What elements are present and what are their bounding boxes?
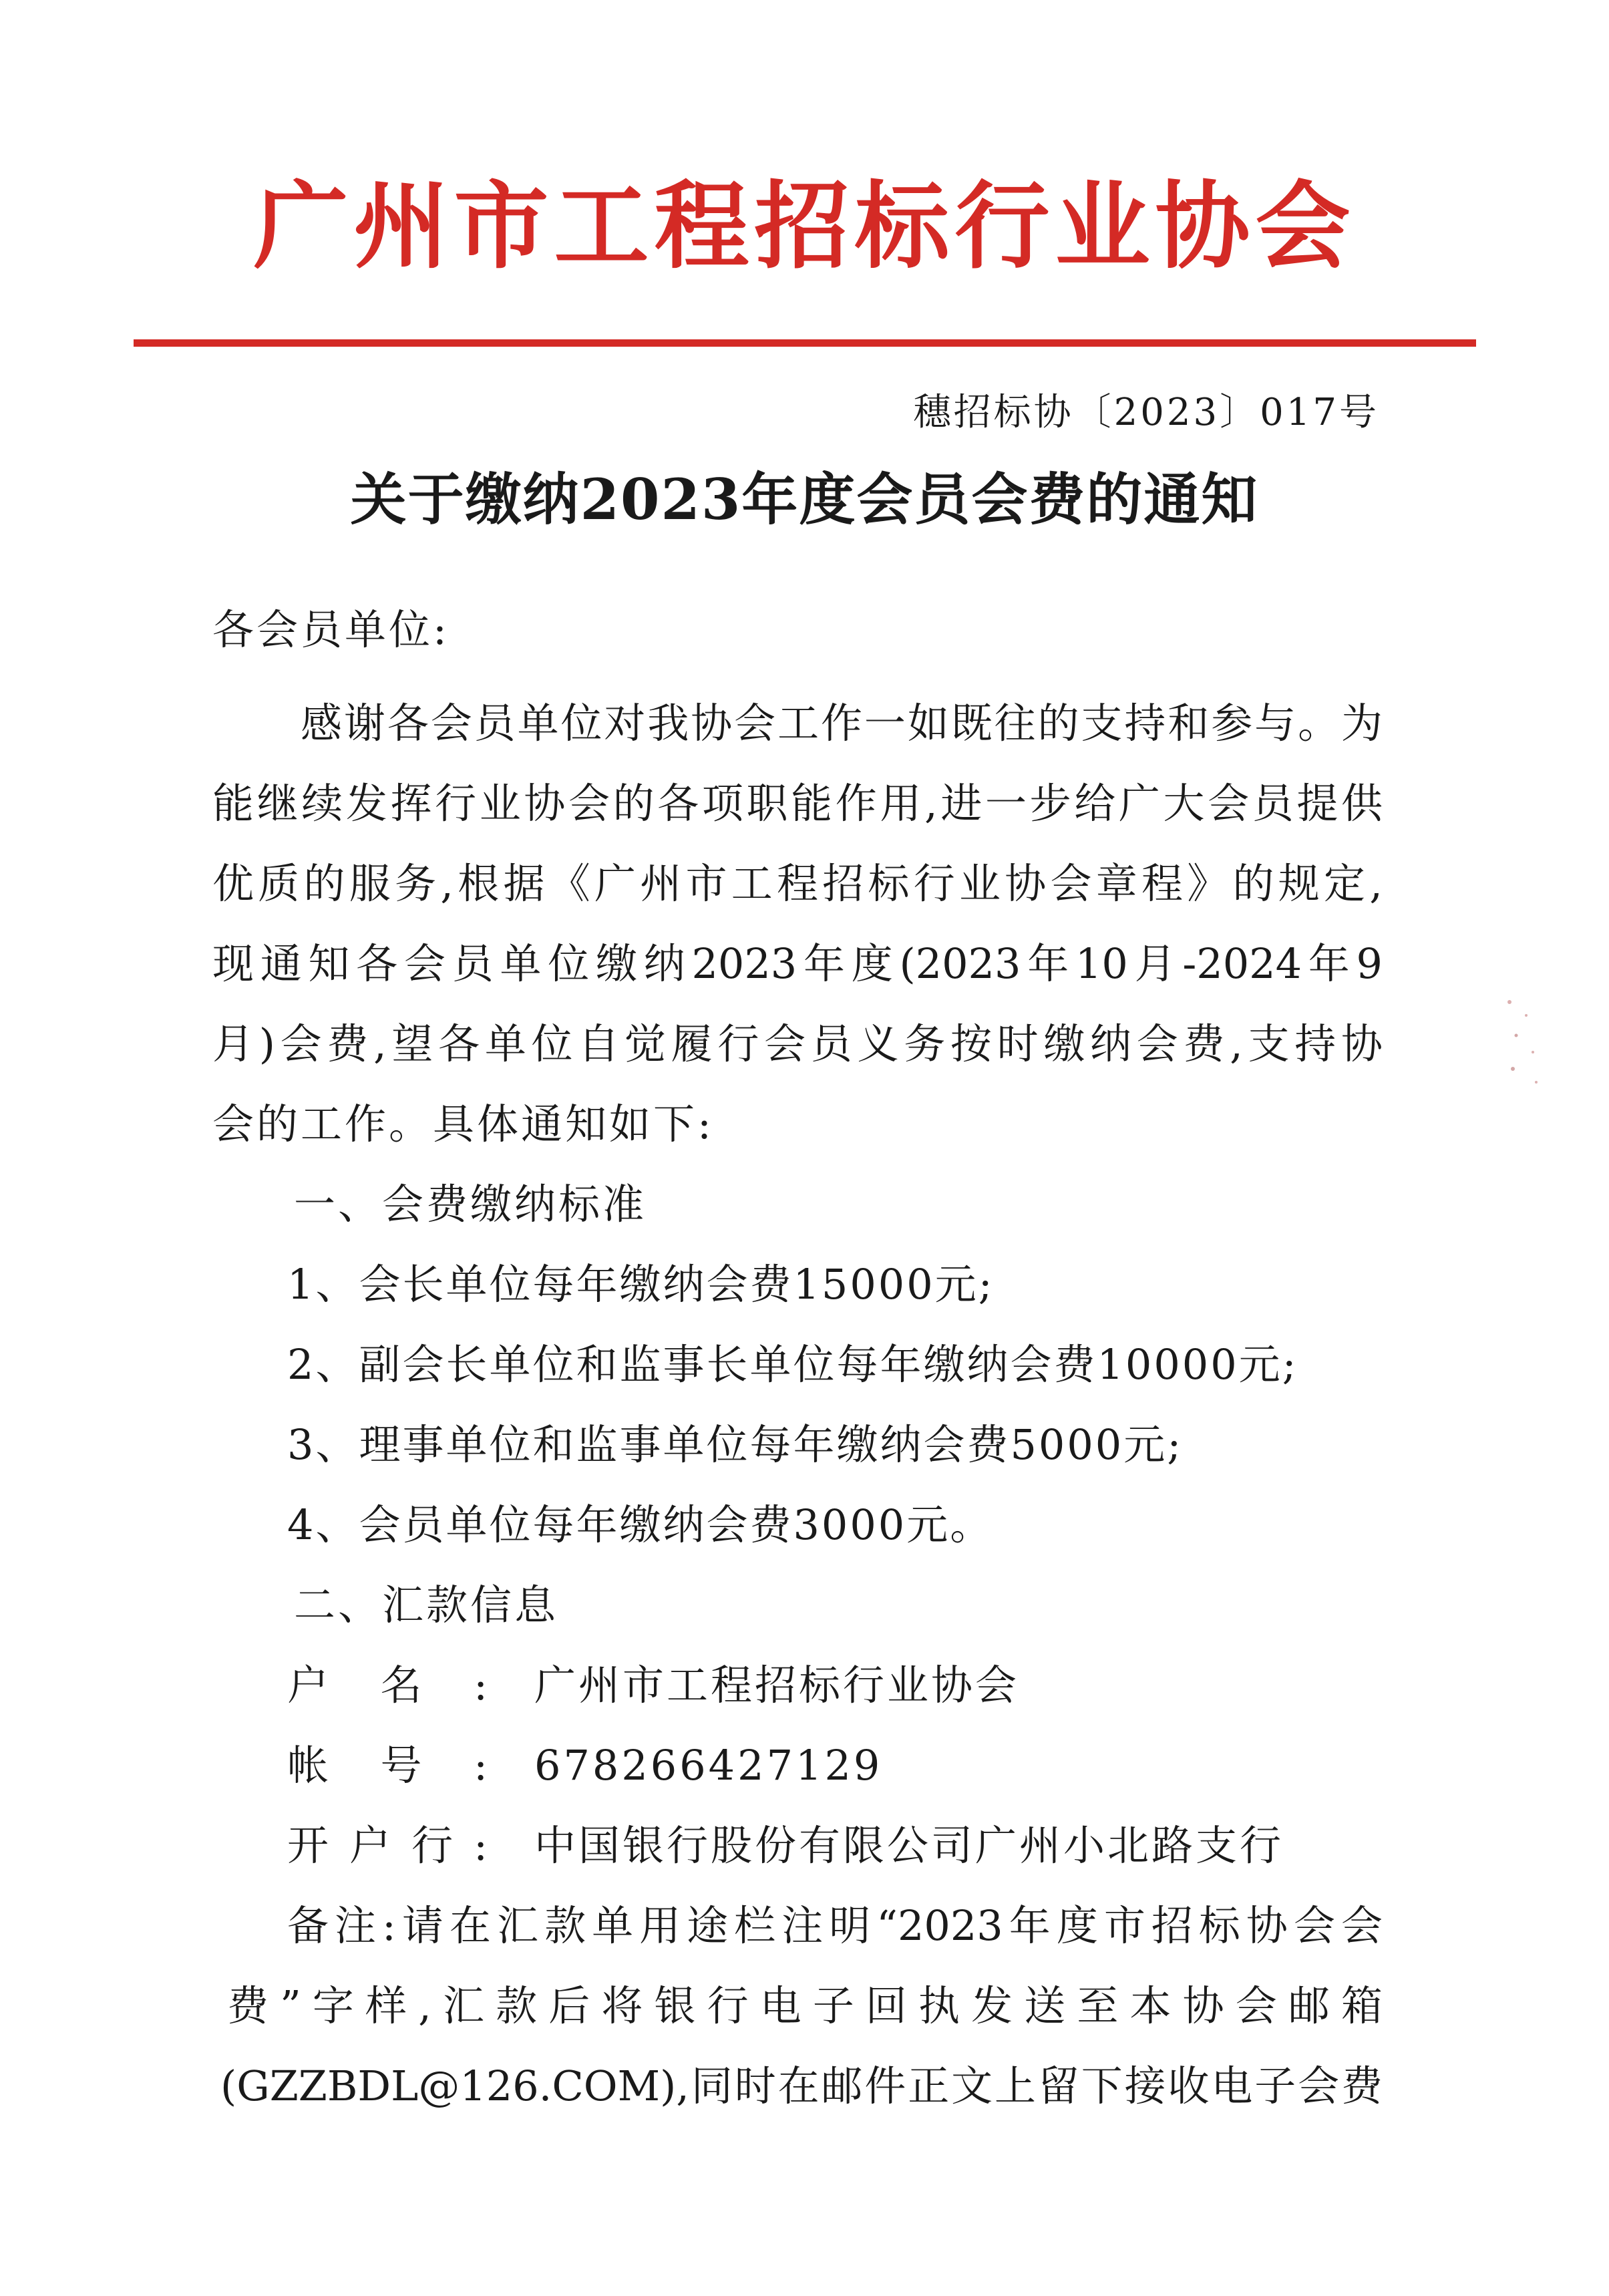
bank-label: 开户行: bbox=[287, 1821, 488, 1870]
fee-item: 3、理事单位和监事单位每年缴纳会费5000元; bbox=[287, 1420, 1184, 1469]
fee-item: 4、会员单位每年缴纳会费3000元。 bbox=[287, 1500, 994, 1549]
scan-speckle-mark bbox=[1496, 989, 1550, 1096]
section-heading-fee-standard: 一、会费缴纳标准 bbox=[294, 1180, 647, 1228]
note-line: 备注:请在汇款单用途栏注明“2023年度市招标协会会 bbox=[287, 1901, 1383, 1950]
salutation: 各会员单位: bbox=[212, 605, 450, 654]
letterhead-org-name: 广州市工程招标行业协会 bbox=[253, 171, 1356, 282]
account-name-value: 广州市工程招标行业协会 bbox=[534, 1661, 1020, 1709]
fee-item: 2、副会长单位和监事长单位每年缴纳会费10000元; bbox=[287, 1340, 1298, 1389]
intro-line: 现通知各会员单位缴纳2023年度(2023年10月-2024年9 bbox=[212, 939, 1383, 988]
intro-line: 月)会费,望各单位自觉履行会员义务按时缴纳会费,支持协 bbox=[212, 1019, 1383, 1068]
document-number: 穗招标协〔2023〕017号 bbox=[913, 391, 1379, 434]
intro-line: 优质的服务,根据《广州市工程招标行业协会章程》的规定, bbox=[212, 859, 1383, 908]
account-name-label: 户名: bbox=[287, 1661, 488, 1709]
intro-line: 感谢各会员单位对我协会工作一如既往的支持和参与。为 bbox=[301, 699, 1383, 748]
bank-value: 中国银行股份有限公司广州小北路支行 bbox=[534, 1821, 1284, 1870]
account-number-label: 帐号: bbox=[287, 1741, 488, 1790]
letterhead-red-rule bbox=[134, 339, 1476, 347]
intro-line: 会的工作。具体通知如下: bbox=[212, 1100, 714, 1148]
note-line: (GZZBDL@126.COM),同时在邮件正文上留下接收电子会费 bbox=[220, 2062, 1383, 2110]
note-line: 费”字样,汇款后将银行电子回执发送至本协会邮箱 bbox=[227, 1981, 1383, 2030]
intro-line: 能继续发挥行业协会的各项职能作用,进一步给广大会员提供 bbox=[212, 779, 1383, 828]
document-title: 关于缴纳2023年度会员会费的通知 bbox=[350, 466, 1259, 532]
section-heading-remittance: 二、汇款信息 bbox=[294, 1581, 559, 1629]
fee-item: 1、会长单位每年缴纳会费15000元; bbox=[287, 1260, 995, 1309]
account-number-value: 678266427129 bbox=[534, 1741, 883, 1790]
